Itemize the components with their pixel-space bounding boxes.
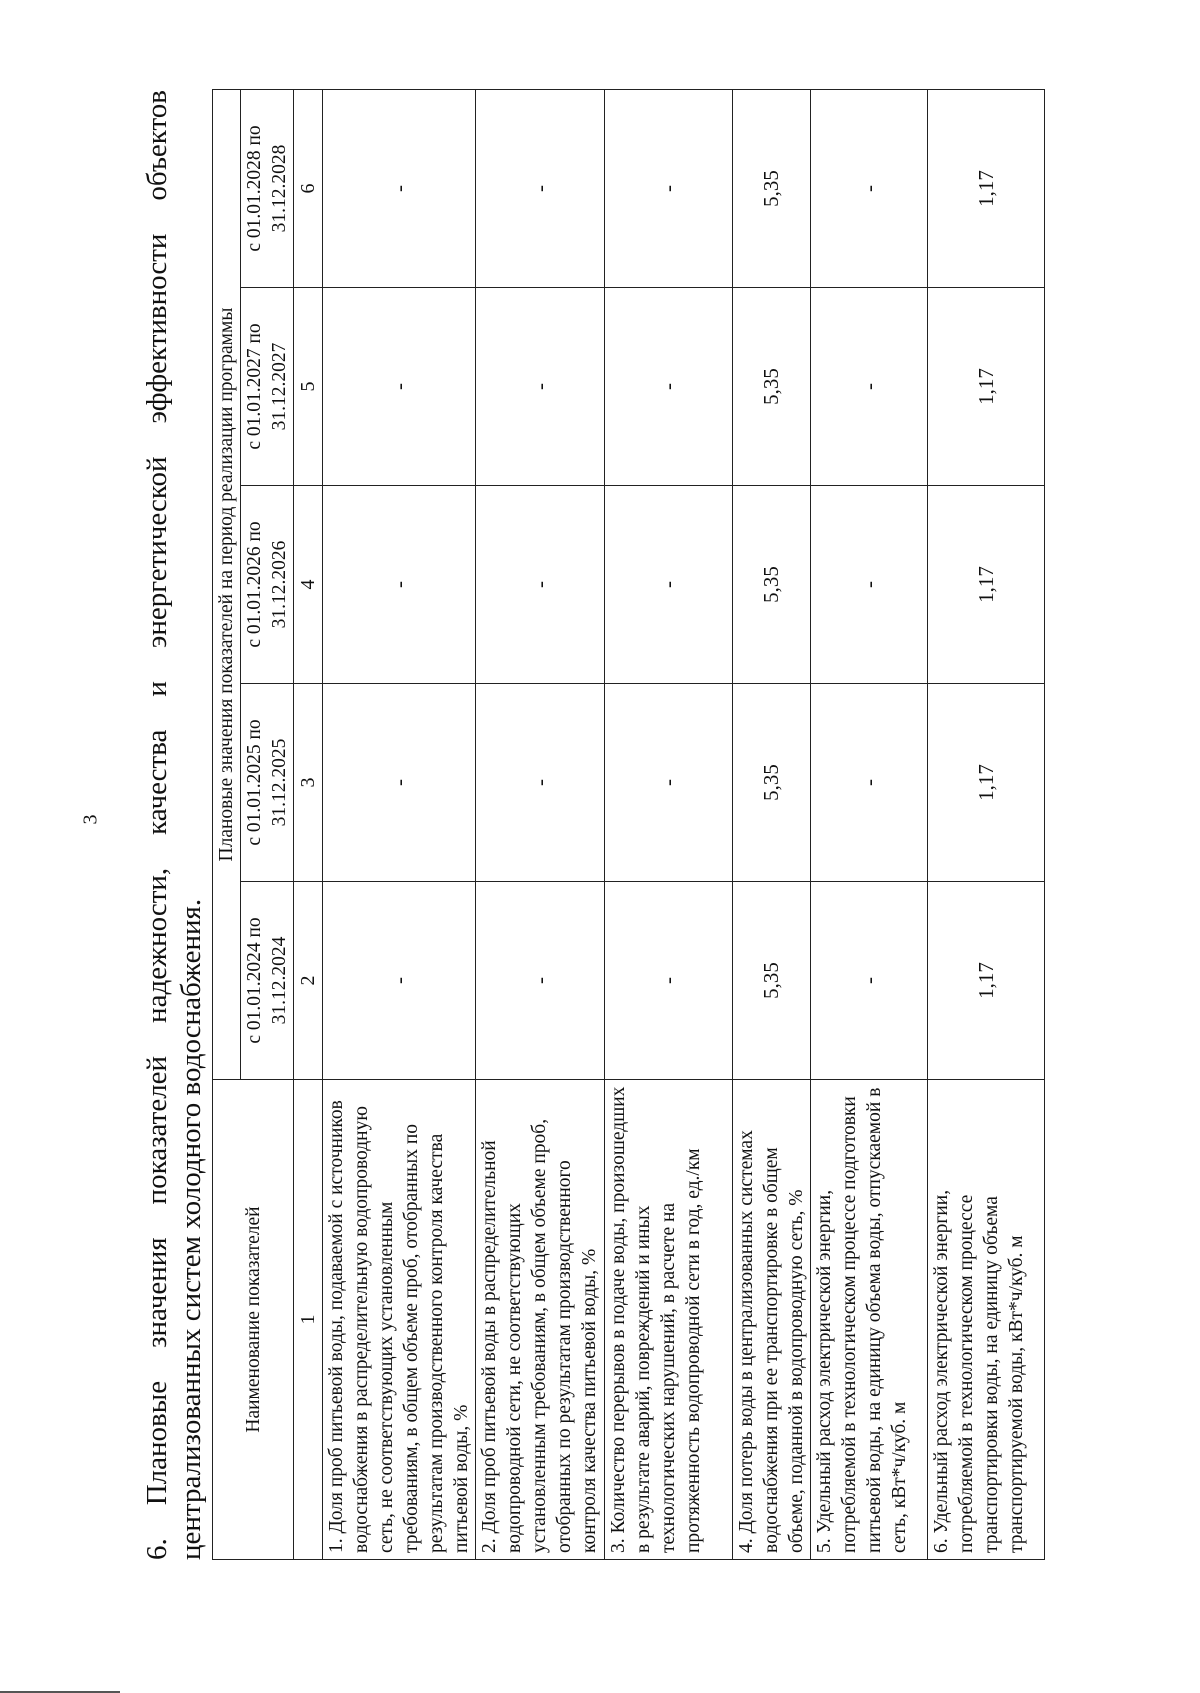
period-header: с 01.01.2025 по 31.12.2025 (241, 684, 294, 882)
indicator-value: 5,35 (733, 90, 811, 288)
indicator-value: - (811, 486, 928, 684)
indicator-value: - (323, 486, 476, 684)
page-number: 3 (79, 814, 102, 825)
indicator-value: - (476, 684, 605, 882)
indicator-value: - (323, 684, 476, 882)
indicator-value: - (811, 882, 928, 1080)
indicator-value: 1,17 (928, 882, 1045, 1080)
indicator-name: 5. Удельный расход электрической энергии, потребляемой в технологическом процессе подготовки питьевой воды, на единицу объема воды, отпускаемой в сеть, кВт*ч/куб. м (811, 1080, 928, 1560)
period-header: с 01.01.2024 по 31.12.2024 (241, 882, 294, 1080)
table-row (811, 90, 928, 1560)
heading-word: энергетической (141, 456, 173, 649)
heading-word: и (141, 681, 173, 697)
indicator-value: 1,17 (928, 288, 1045, 486)
indicator-value: - (323, 90, 476, 288)
heading-word: 6. (141, 1538, 173, 1560)
indicator-value: - (323, 288, 476, 486)
indicator-name: 4. Доля потерь воды в централизованных системах водоснабжения при ее транспортировке в общем объеме, поданной в водопроводную сеть, % (733, 1080, 811, 1560)
heading-word: значения (141, 1237, 173, 1348)
heading-word: объектов (141, 90, 173, 201)
indicator-value: - (476, 486, 605, 684)
indicator-value: - (605, 486, 733, 684)
indicator-value: 5,35 (733, 882, 811, 1080)
period-header: с 01.01.2026 по 31.12.2026 (241, 486, 294, 684)
name-column-header: Наименование показателей (213, 1080, 294, 1560)
rotated-page-content (140, 40, 1140, 1600)
indicator-value: 5,35 (733, 288, 811, 486)
heading-word: надежности, (141, 867, 173, 1023)
indicator-value: - (811, 288, 928, 486)
indicator-value: - (605, 288, 733, 486)
indicator-value: - (811, 90, 928, 288)
column-number: 6 (294, 90, 323, 288)
column-number: 2 (294, 882, 323, 1080)
indicator-value: - (476, 288, 605, 486)
indicator-name: 3. Количество перерывов в подаче воды, произошедших в результате аварий, повреждений и иных технологических нарушений, в расчете на протяженность водопроводной сети в год, ед./км (605, 1080, 733, 1560)
indicator-value: - (476, 882, 605, 1080)
indicator-value: - (605, 684, 733, 882)
period-group-header: Плановые значения показателей на период реализации программы (213, 90, 241, 1080)
column-number: 1 (294, 1080, 323, 1560)
heading-line-2: централизованных систем холодного водоснабжения. (175, 898, 207, 1560)
table-row (733, 90, 811, 1560)
section-heading (140, 90, 208, 1560)
table-row (323, 90, 476, 1560)
indicator-value: - (605, 90, 733, 288)
heading-word: качества (141, 729, 173, 835)
indicator-value: 1,17 (928, 90, 1045, 288)
table-row (928, 90, 1045, 1560)
indicator-value: - (811, 684, 928, 882)
indicator-value: - (323, 882, 476, 1080)
table-row (605, 90, 733, 1560)
indicator-name: 6. Удельный расход электрической энергии, потребляемой в технологическом процессе транспортировки воды, на единицу объема транспортируемой воды, кВт*ч/куб. м (928, 1080, 1045, 1560)
heading-line-1 (140, 90, 174, 1560)
indicator-value: - (476, 90, 605, 288)
period-header: с 01.01.2027 по 31.12.2027 (241, 288, 294, 486)
period-header: с 01.01.2028 по 31.12.2028 (241, 90, 294, 288)
column-number: 3 (294, 684, 323, 882)
indicator-value: - (605, 882, 733, 1080)
column-number: 5 (294, 288, 323, 486)
column-number: 4 (294, 486, 323, 684)
indicator-value: 1,17 (928, 684, 1045, 882)
indicators-table (212, 89, 1045, 1560)
indicator-value: 1,17 (928, 486, 1045, 684)
heading-word: показателей (141, 1055, 173, 1205)
table-row (476, 90, 605, 1560)
indicator-name: 1. Доля проб питьевой воды, подаваемой с источников водоснабжения в распределительную водопроводную сеть, не соответствующих установленным требованиям, в общем объеме проб, отобранных по результатам производственного контроля качества питьевой воды, % (323, 1080, 476, 1560)
heading-word: эффективности (141, 233, 173, 424)
indicator-value: 5,35 (733, 486, 811, 684)
indicator-name: 2. Доля проб питьевой воды в распределительной водопроводной сети, не соответствующих установленным требованиям, в общем объеме проб, отобранных по результатам производственного контроля качества питьевой воды, % (476, 1080, 605, 1560)
indicator-value: 5,35 (733, 684, 811, 882)
heading-word: Плановые (141, 1380, 173, 1506)
